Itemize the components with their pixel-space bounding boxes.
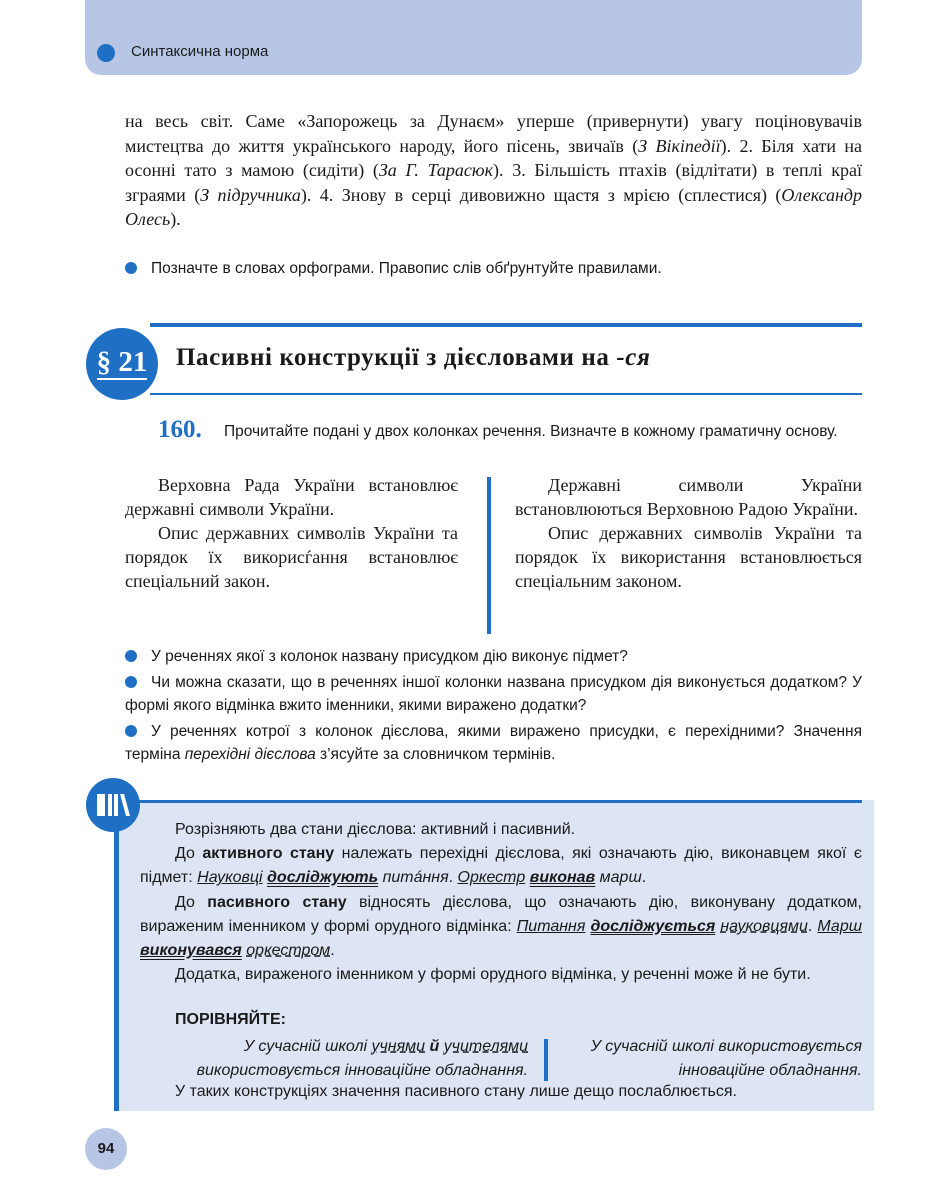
header-title: Синтаксична норма <box>131 43 269 60</box>
section-number-badge: § 21 <box>86 328 158 400</box>
books-icon <box>86 778 140 832</box>
column-divider <box>487 477 491 634</box>
question-1: У реченнях якої з колонок названу присудком дію виконує підмет? <box>125 645 862 668</box>
exercise-number: 160. <box>158 416 202 443</box>
compare-left: У сучасній школі учнями й учителями використовується інноваційне обладнання. <box>196 1038 528 1079</box>
right-column <box>515 473 862 593</box>
right-sentence: Опис державних символів України та порядок їх використання встановлюється спеціальним законом. <box>515 523 862 591</box>
section-top-line <box>150 323 862 327</box>
rule-left-bar <box>114 800 119 1111</box>
compare-divider <box>544 1039 548 1081</box>
question-3: У реченнях котрої з колонок дієслова, якими виражено присудки, є перехідними? Значення терміна перехідні дієслова з’ясуйте за словничком термінів. <box>125 723 862 763</box>
bullet-icon <box>125 725 137 737</box>
rule-top-line <box>135 800 862 803</box>
rule-text <box>140 818 862 987</box>
right-sentence: Державні символи України встановлюються Верховною Радою України. <box>515 475 862 519</box>
top-paragraph: на весь світ. Саме «Запорожець за Дунаєм» уперше (привернути) увагу поціновувачів мистецтва до життя українського народу, його пісень, звичаїв (З Вікіпедії). 2. Біля хати на осонні тато з мамою (сидіти) (За Г. Тарасюк). 3. Більшість птахів (відлітати) в теплі краї зграями (З підручника). 4. Знову в серці дивовижно щастя з мрією (сплестися) (Олександр Олесь). <box>125 111 863 229</box>
bullet-icon <box>125 262 137 274</box>
bullet-icon <box>125 650 137 662</box>
section-title: Пасивні конструкції з дієсловами на -ся <box>176 344 651 371</box>
left-sentence: Опис державних символів України та порядок їх викорисѓання встановлює спеціальний закон. <box>125 523 458 591</box>
compare-right: У сучасній школі використовується інноваційне обладнання. <box>590 1038 862 1079</box>
left-sentence: Верховна Рада України встановлює державні символи України. <box>125 475 458 519</box>
question-2: Чи можна сказати, що в реченнях іншої колонки названа присудком дія виконується додатком? У формі якого відмінка вжито іменники, якими виражено додатки? <box>125 674 862 714</box>
rule-paragraph: До активного стану належать перехідні дієслова, які означають дію, виконавцем якої є підмет: Науковці досліджують питáння. Оркестр виконав марш. <box>140 845 863 887</box>
bullet-icon <box>125 676 137 688</box>
rule-paragraph: Додатка, вираженого іменником у формі орудного відмінка, у реченні може й не бути. <box>175 966 811 984</box>
rule-paragraph: До пасивного стану відносять дієслова, що означають дію, виконувану додатком, вираженим іменником у формі орудного відмінка: Питання досліджується науковцями. Марш виконувався оркестром. <box>140 893 862 960</box>
rule-paragraph: Розрізняють два стани дієслова: активний і пасивний. <box>175 821 576 838</box>
section-bottom-line <box>150 393 862 395</box>
header-bullet-icon <box>97 44 115 62</box>
rule-conclusion: У таких конструкціях значення пасивного стану лише дещо послаблюється. <box>175 1083 737 1100</box>
page-header <box>85 0 862 75</box>
page-number: 94 <box>85 1128 127 1170</box>
exercise-text: Прочитайте подані у двох колонках речення. Визначте в кожному граматичну основу. <box>224 423 838 440</box>
left-column <box>125 473 458 593</box>
task-bullet: Позначте в словах орфограми. Правопис слів обґрунтуйте правилами. <box>125 257 862 280</box>
compare-title: ПОРІВНЯЙТЕ: <box>175 1011 286 1028</box>
